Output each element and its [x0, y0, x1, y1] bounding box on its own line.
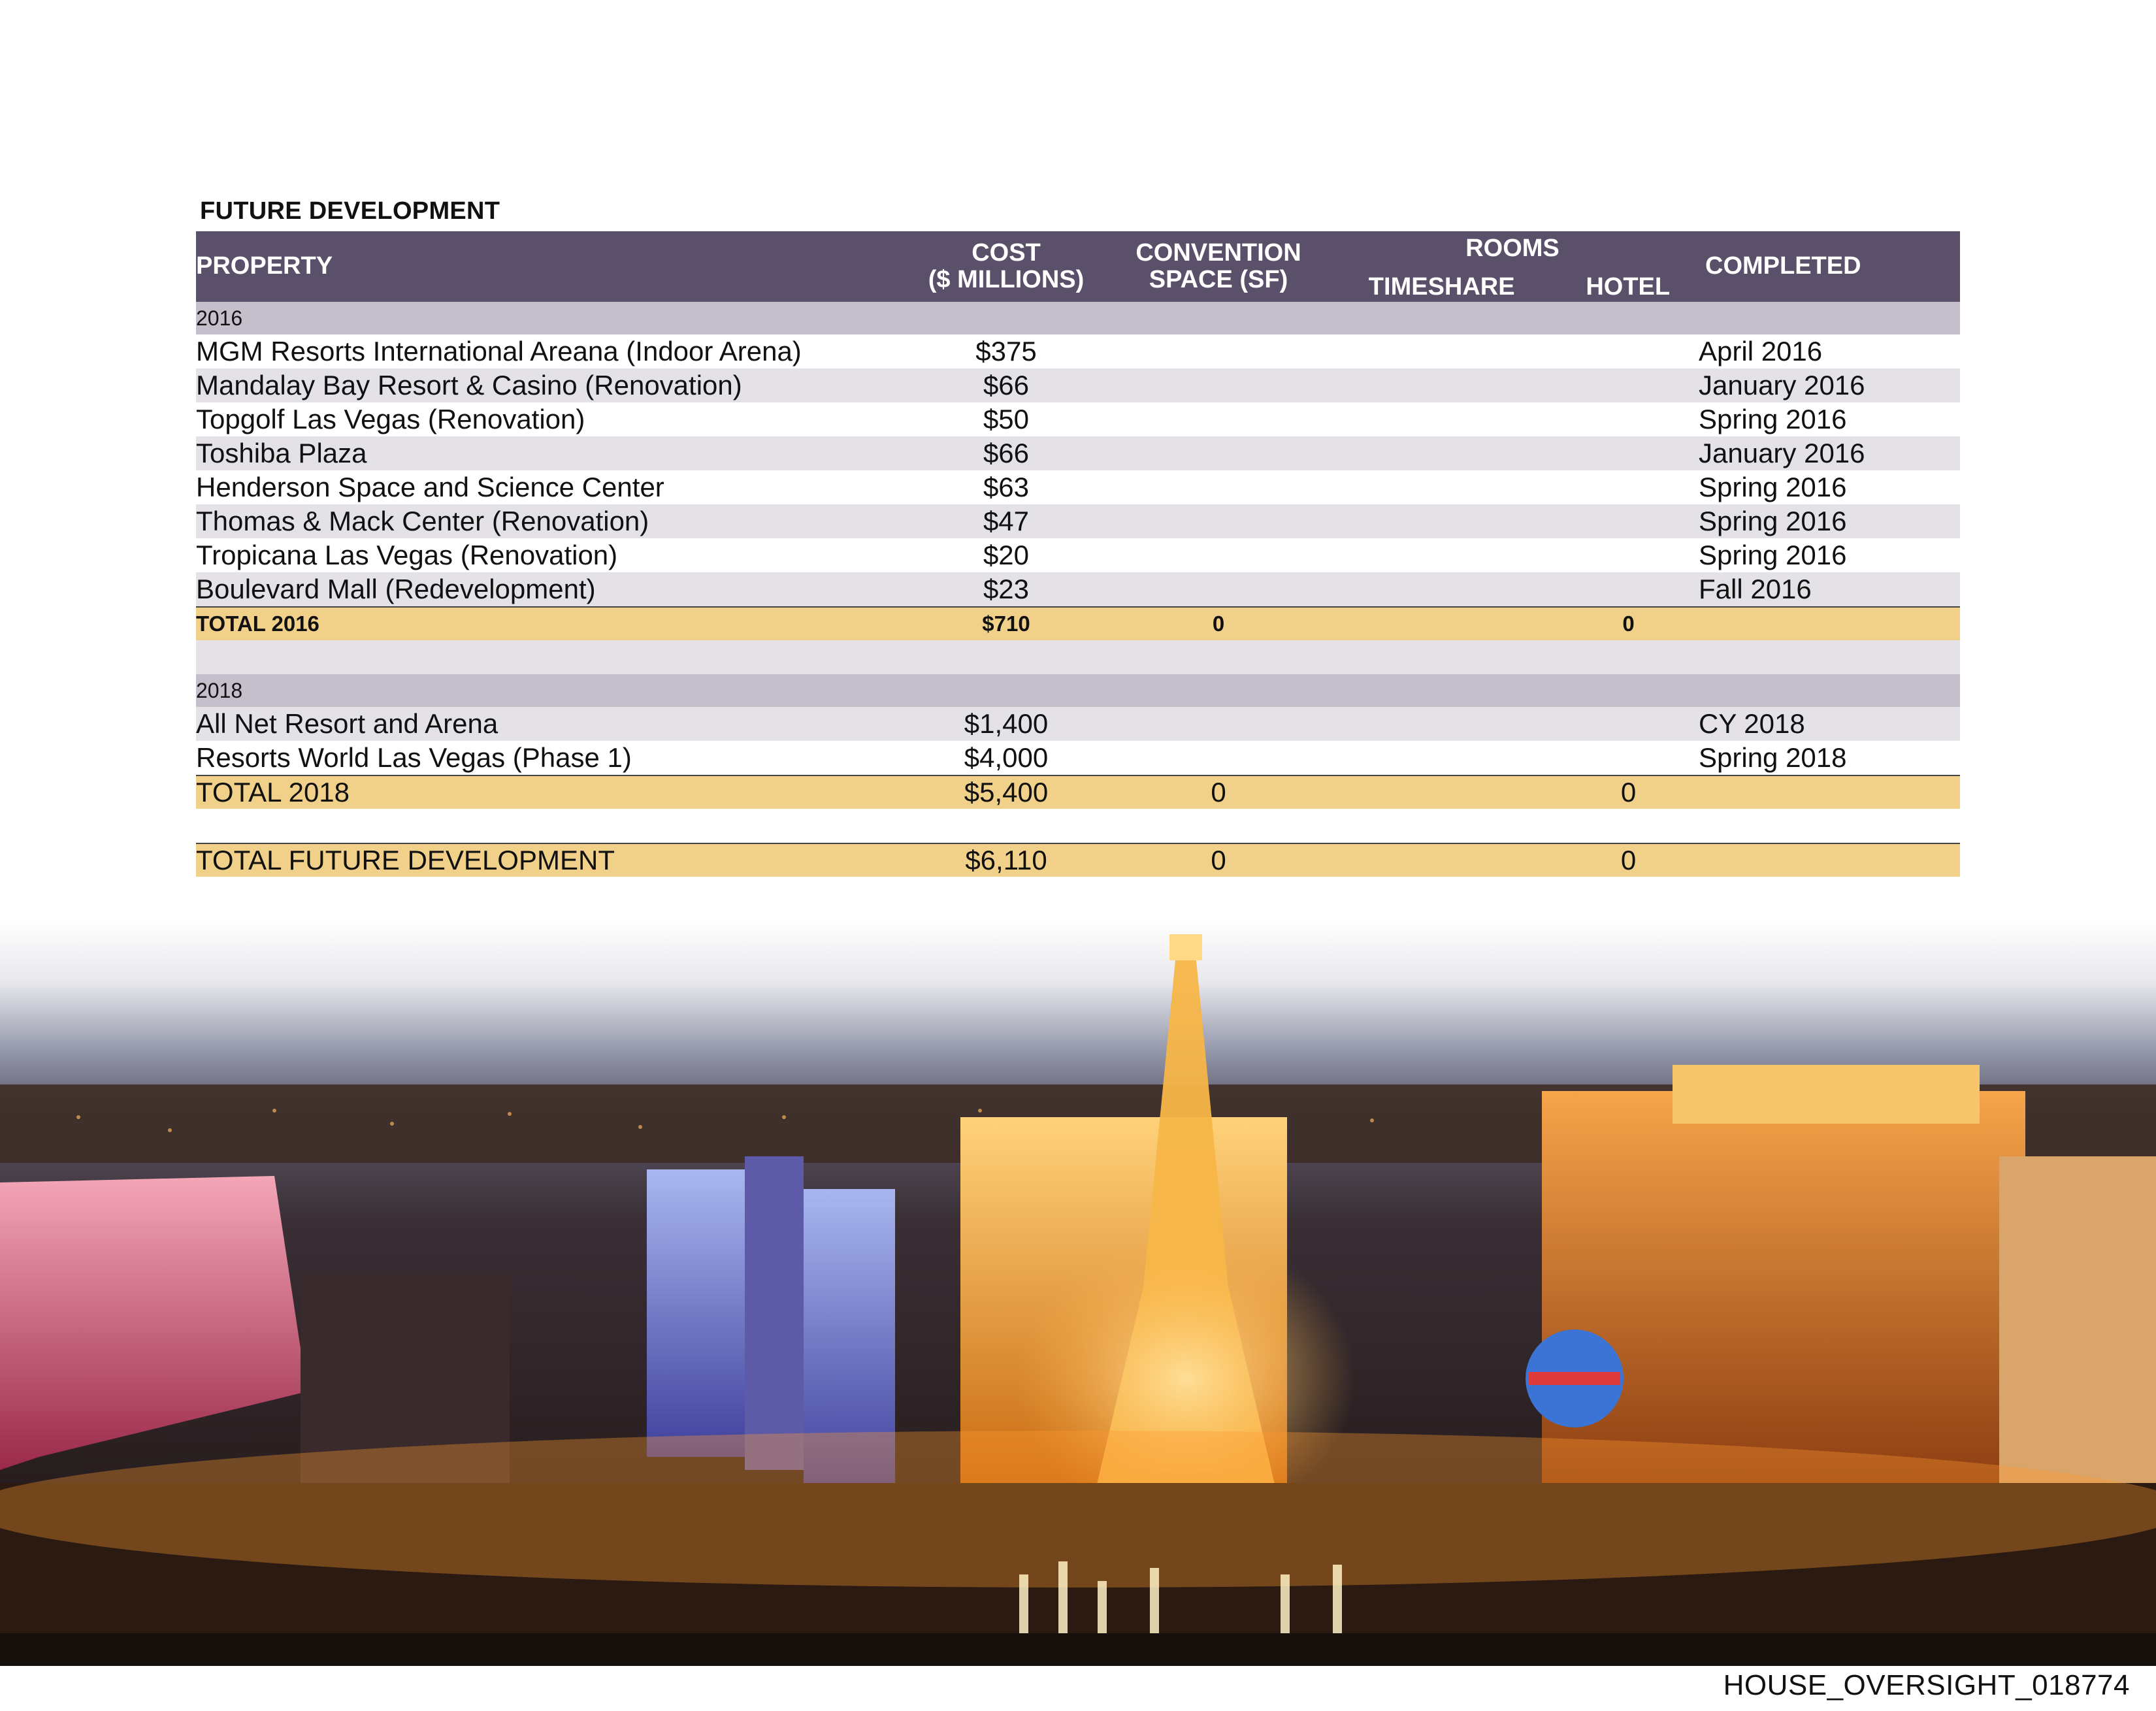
total-cost: $710 [902, 607, 1111, 640]
year-row-2018 [196, 674, 1960, 707]
grand-total-row [196, 843, 1960, 877]
cost-cell: $47 [902, 504, 1111, 538]
completed-cell: Spring 2016 [1699, 470, 1960, 504]
table-row [196, 334, 1960, 368]
completed-cell: January 2016 [1699, 368, 1960, 402]
property-cell: All Net Resort and Arena [196, 707, 902, 741]
property-cell: Topgolf Las Vegas (Renovation) [196, 402, 902, 436]
col-cost [902, 231, 1111, 302]
completed-cell: Fall 2016 [1699, 572, 1960, 607]
future-development-table [196, 231, 1960, 877]
property-cell: Resorts World Las Vegas (Phase 1) [196, 741, 902, 775]
completed-cell: January 2016 [1699, 436, 1960, 470]
spacer-row [196, 640, 1960, 674]
table-row [196, 470, 1960, 504]
grand-total-convention: 0 [1111, 843, 1326, 877]
cost-cell: $20 [902, 538, 1111, 572]
year-label: 2018 [196, 674, 1960, 707]
table-row [196, 707, 1960, 741]
spacer-row [196, 809, 1960, 843]
year-label: 2016 [196, 302, 1960, 334]
grand-total-label: TOTAL FUTURE DEVELOPMENT [196, 843, 902, 877]
col-cost-line2: ($ MILLIONS) [928, 266, 1085, 293]
cost-cell: $50 [902, 402, 1111, 436]
table-row [196, 741, 1960, 775]
property-cell: Thomas & Mack Center (Renovation) [196, 504, 902, 538]
total-row-2018 [196, 775, 1960, 809]
table-row [196, 402, 1960, 436]
total-row-2016 [196, 607, 1960, 640]
section-title: FUTURE DEVELOPMENT [200, 197, 500, 225]
col-conv-line2: SPACE (SF) [1149, 266, 1288, 293]
total-label: TOTAL 2018 [196, 775, 902, 809]
completed-cell: Spring 2018 [1699, 741, 1960, 775]
col-timeshare: TIMESHARE [1368, 272, 1515, 301]
total-label: TOTAL 2016 [196, 607, 902, 640]
col-completed: COMPLETED [1699, 231, 1960, 302]
property-cell: Mandalay Bay Resort & Casino (Renovation) [196, 368, 902, 402]
property-cell: MGM Resorts International Areana (Indoor Arena) [196, 334, 902, 368]
table-row [196, 368, 1960, 402]
cost-cell: $1,400 [902, 707, 1111, 741]
las-vegas-strip-photo [0, 921, 2156, 1666]
property-cell: Boulevard Mall (Redevelopment) [196, 572, 902, 607]
cost-cell: $375 [902, 334, 1111, 368]
completed-cell: Spring 2016 [1699, 504, 1960, 538]
total-hotel: 0 [1558, 775, 1699, 809]
year-row-2016 [196, 302, 1960, 334]
table-row [196, 538, 1960, 572]
grand-total-cost: $6,110 [902, 843, 1111, 877]
cost-cell: $23 [902, 572, 1111, 607]
table-row [196, 504, 1960, 538]
completed-cell: April 2016 [1699, 334, 1960, 368]
completed-cell: Spring 2016 [1699, 538, 1960, 572]
col-hotel: HOTEL [1586, 272, 1671, 301]
cost-cell: $66 [902, 368, 1111, 402]
cost-cell: $4,000 [902, 741, 1111, 775]
col-property: PROPERTY [196, 231, 902, 302]
property-cell: Toshiba Plaza [196, 436, 902, 470]
total-hotel: 0 [1558, 607, 1699, 640]
col-rooms [1326, 231, 1699, 302]
table-row [196, 572, 1960, 607]
completed-cell: CY 2018 [1699, 707, 1960, 741]
completed-cell: Spring 2016 [1699, 402, 1960, 436]
document-id: HOUSE_OVERSIGHT_018774 [1723, 1669, 2130, 1701]
grand-total-hotel: 0 [1558, 843, 1699, 877]
total-convention: 0 [1111, 775, 1326, 809]
property-cell: Tropicana Las Vegas (Renovation) [196, 538, 902, 572]
col-rooms-label: ROOMS [1465, 235, 1560, 262]
header-row [196, 231, 1960, 302]
property-cell: Henderson Space and Science Center [196, 470, 902, 504]
cost-cell: $63 [902, 470, 1111, 504]
total-convention: 0 [1111, 607, 1326, 640]
col-convention [1111, 231, 1326, 302]
cost-cell: $66 [902, 436, 1111, 470]
col-conv-line1: CONVENTION [1135, 238, 1301, 267]
total-cost: $5,400 [902, 775, 1111, 809]
table-row [196, 436, 1960, 470]
col-cost-line1: COST [972, 238, 1041, 267]
